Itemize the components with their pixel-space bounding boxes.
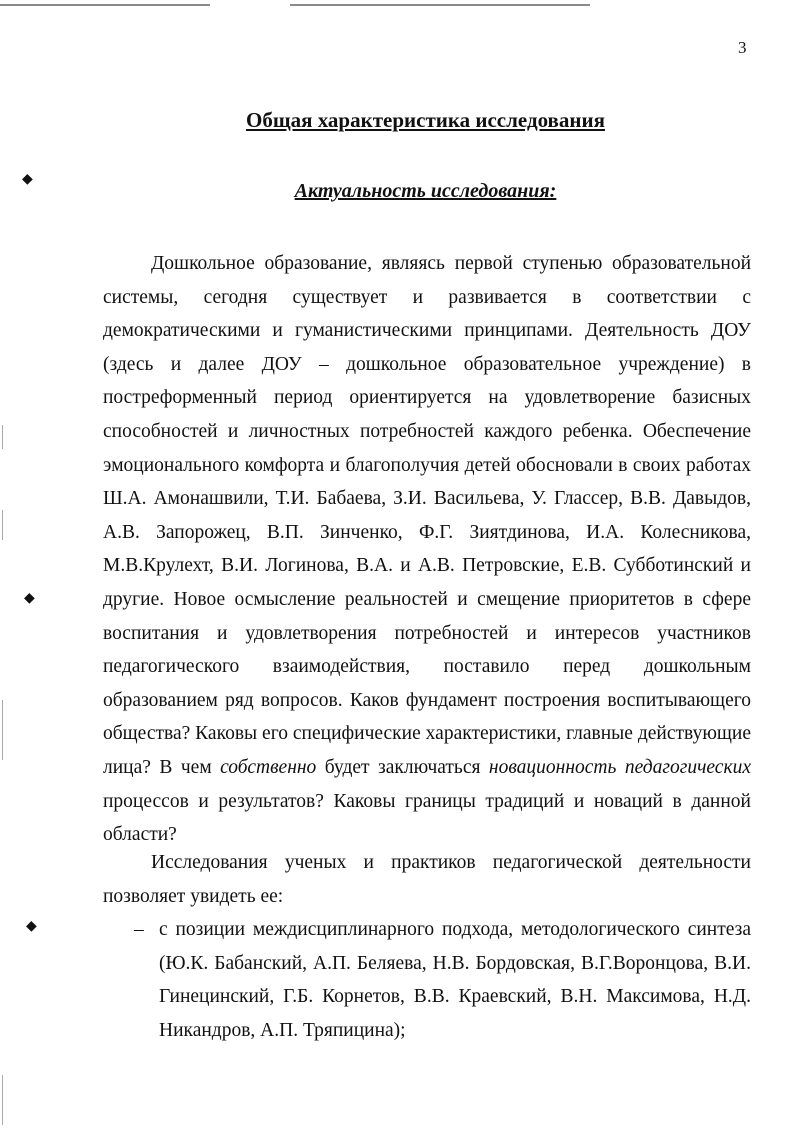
- margin-bullet-icon: ◆: [24, 591, 35, 606]
- margin-mark: [2, 425, 3, 449]
- list-item-text: с позиции междисциплинарного подхода, методологического синтеза (Ю.К. Бабанский, А.П. Беляева, Н.В. Бордовская, В.Г.Воронцова, В.И. Гинецинский, Г.Б. Корнетов, В.В. Краевский, В.Н. Максимова, Н.Д. Никандров, А.П. Тряпицина);: [159, 919, 751, 1041]
- paragraph-text: процессов и результатов? Каковы границы традиций и новаций в данной области?: [103, 790, 751, 846]
- page-title: Общая характеристика исследования: [246, 108, 605, 132]
- margin-bullet-icon: ◆: [26, 919, 37, 934]
- paragraph-relevance: [103, 247, 751, 852]
- dash-icon: –: [134, 919, 144, 940]
- page-number: 3: [738, 38, 747, 57]
- approach-list: [103, 913, 751, 1047]
- scan-edge-line-center: [290, 4, 590, 6]
- italic-phrase: собственно: [220, 756, 317, 778]
- list-item: [103, 913, 751, 1047]
- margin-mark: [2, 510, 3, 540]
- italic-phrase: новационность педагогических: [488, 756, 751, 778]
- margin-bullet-icon: ◆: [22, 172, 33, 187]
- margin-mark: [2, 1075, 3, 1125]
- paragraph-text: Дошкольное образование, являясь первой ступенью образовательной системы, сегодня существует и развивается в соответствии с демократическими и гуманистическими принципами. Деятельность ДОУ (здесь и далее ДОУ – дошкольное образовательное учреждение) в постреформенный период ориентируется на удовлетворение базисных способностей и личностных потребностей каждого ребенка. Обеспечение эмоционального комфорта и благополучия детей обосновали в своих работах Ш.А. Амонашвили, Т.И. Бабаева, З.И. Васильева, У. Глассер, В.В. Давыдов, А.В. Запорожец, В.П. Зинченко, Ф.Г. Зиятдинова, И.А. Колесникова, М.В.Крулехт, В.И. Логинова, В.А. и А.В. Петровские, Е.В. Субботинский и другие. Новое осмысление реальностей и смещение приоритетов в сфере воспитания и удовлетворения потребностей и интересов участников педагогического взаимодействия, поставило перед дошкольным образованием ряд вопросов. Каков фундамент построения воспитывающего общества? Каковы его специфические характеристики, главные действующие лица? В чем: [103, 253, 751, 778]
- paragraph-research: Исследования ученых и практиков педагогической деятельности позволяет увидеть ее:: [103, 852, 751, 907]
- section-title: Актуальность исследования:: [294, 180, 557, 202]
- margin-mark: [2, 700, 3, 760]
- scan-edge-line-left: [0, 4, 210, 6]
- paragraph-text: будет заключаться: [316, 756, 489, 778]
